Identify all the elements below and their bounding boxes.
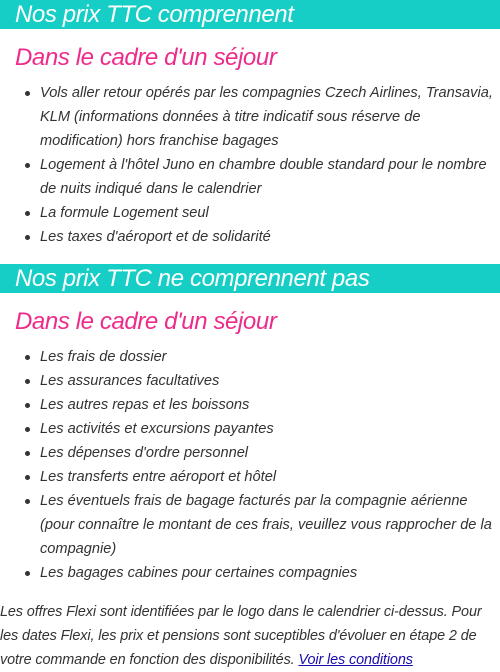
list-item [40,489,500,561]
list-item-text: Les transferts entre aéroport et hôtel [40,469,277,485]
list-item [40,153,500,201]
list-item-text: Les dépenses d'ordre personnel [40,445,249,461]
list-item-text: Les bagages cabines pour certaines compagnies [40,565,358,581]
list-item-text: Les frais de dossier [40,349,167,365]
list-item-text: Logement à l'hôtel Juno en chambre double standard pour le nombre de nuits indiqué dans le calendrier [40,157,487,197]
list-item [40,369,500,393]
excluded-subheading: Dans le cadre d'un séjour [15,308,277,335]
list-item [40,465,500,489]
flexi-note-text: Les offres Flexi sont identifiées par le logo dans le calendrier ci-dessus. Pour les dates Flexi, les prix et pensions sont suceptibles d'évoluer en étape 2 de votre commande en fonction des disponibilités. [0,604,482,668]
list-item-text: Les assurances facultatives [40,373,220,389]
bullet-icon [25,91,30,96]
list-item [40,441,500,465]
list-item [40,393,500,417]
list-item [40,417,500,441]
bullet-icon [25,163,30,168]
included-heading: Nos prix TTC comprennent [0,0,500,29]
bullet-icon [25,211,30,216]
list-item [40,561,500,585]
bullet-icon [25,571,30,576]
bullet-icon [25,499,30,504]
list-item [40,81,500,153]
list-item [40,225,500,249]
bullet-icon [25,235,30,240]
conditions-link[interactable]: Voir les conditions [298,652,413,668]
list-item-text: Les autres repas et les boissons [40,397,250,413]
bullet-icon [25,379,30,384]
bullet-icon [25,451,30,456]
bullet-icon [25,427,30,432]
list-item-text: Vols aller retour opérés par les compagnies Czech Airlines, Transavia, KLM (informations données à titre indicatif sous réserve de modification) hors franchise bagages [40,85,493,149]
bullet-icon [25,475,30,480]
list-item-text: Les taxes d'aéroport et de solidarité [40,229,271,245]
bullet-icon [25,355,30,360]
flexi-note [0,600,500,672]
included-section [0,0,500,249]
excluded-section [0,264,500,585]
included-list [0,81,500,249]
excluded-list [0,345,500,585]
bullet-icon [25,403,30,408]
excluded-heading: Nos prix TTC ne comprennent pas [0,264,500,293]
list-item-text: Les éventuels frais de bagage facturés par la compagnie aérienne (pour connaître le montant de ces frais, veuillez vous rapprocher de la compagnie) [40,493,492,557]
list-item [40,201,500,225]
list-item-text: La formule Logement seul [40,205,209,221]
included-subheading: Dans le cadre d'un séjour [15,44,277,71]
list-item-text: Les activités et excursions payantes [40,421,274,437]
list-item [40,345,500,369]
